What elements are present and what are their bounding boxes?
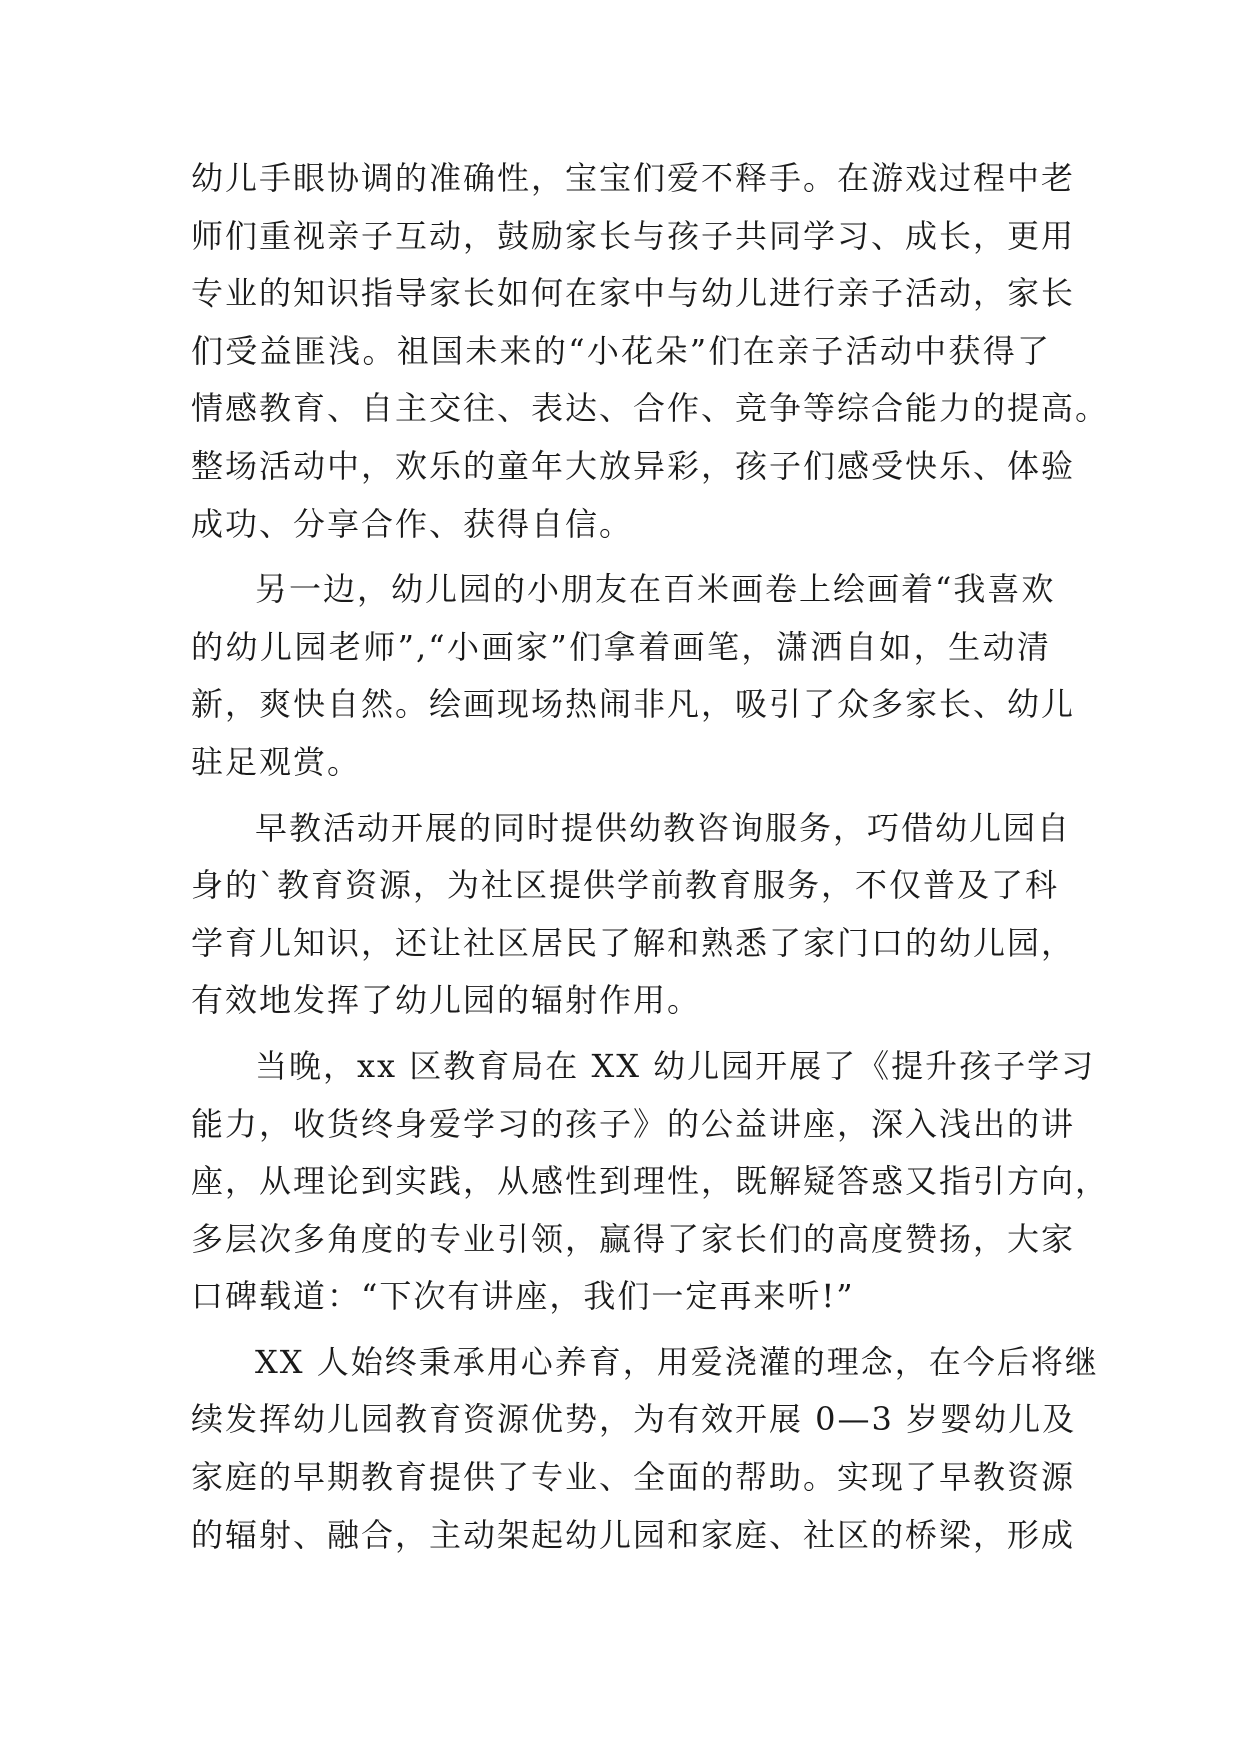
text-line: 的辐射、融合，主动架起幼儿园和家庭、社区的桥梁，形成 <box>191 1515 1076 1554</box>
text-line: 另一边，幼儿园的小朋友在百米画卷上绘画着“我喜欢 <box>255 570 1056 609</box>
paragraph-4 <box>191 1038 1110 1326</box>
paragraph-2 <box>191 561 1076 791</box>
text-line: 当晚，xx 区教育局在 XX 幼儿园开展了《提升孩子学习 <box>255 1046 1096 1085</box>
text-line: 幼儿手眼协调的准确性，宝宝们爱不释手。在游戏过程中老 <box>191 159 1076 197</box>
text-line: 情感教育、自主交往、表达、合作、竞争等综合能力的提高。 <box>191 389 1110 428</box>
text-line: 身的`教育资源，为社区提供学前教育服务，不仅普及了科 <box>191 866 1060 905</box>
text-line: XX 人始终秉承用心养育，用爱浇灌的理念，在今后将继 <box>255 1342 1099 1381</box>
paragraph-3 <box>191 800 1076 1030</box>
text-line: 能力，收货终身爱学习的孩子》的公益讲座，深入浅出的讲 <box>191 1104 1076 1143</box>
document-body <box>191 150 1110 1572</box>
text-line: 新，爽快自然。绘画现场热闹非凡，吸引了众多家长、幼儿 <box>191 685 1076 724</box>
text-line: 整场活动中，欢乐的童年大放异彩，孩子们感受快乐、体验 <box>191 446 1076 485</box>
text-line: 座，从理论到实践，从感性到理性，既解疑答惑又指引方向， <box>191 1162 1110 1201</box>
text-line: 学育儿知识，还让社区居民了解和熟悉了家门口的幼儿园， <box>191 923 1076 962</box>
text-line: 续发挥幼儿园教育资源优势，为有效开展 0—3 岁婴幼儿及 <box>191 1400 1077 1439</box>
text-line: 多层次多角度的专业引领，赢得了家长们的高度赞扬，大家 <box>191 1219 1076 1258</box>
text-line: 驻足观赏。 <box>191 742 362 781</box>
text-line: 有效地发挥了幼儿园的辐射作用。 <box>191 981 702 1020</box>
text-line: 们受益匪浅。祖国未来的“小花朵”们在亲子活动中获得了 <box>191 331 1051 370</box>
text-line: 家庭的早期教育提供了专业、全面的帮助。实现了早教资源 <box>191 1458 1076 1497</box>
text-line: 早教活动开展的同时提供幼教咨询服务，巧借幼儿园自 <box>255 808 1072 847</box>
paragraph-1 <box>191 150 1110 553</box>
text-line: 专业的知识指导家长如何在家中与幼儿进行亲子活动，家长 <box>191 274 1076 313</box>
text-line: 口碑载道：“下次有讲座，我们一定再来听!” <box>191 1277 855 1316</box>
text-line: 师们重视亲子互动，鼓励家长与孩子共同学习、成长，更用 <box>191 216 1076 255</box>
paragraph-5 <box>191 1334 1099 1564</box>
text-line: 成功、分享合作、获得自信。 <box>191 504 634 543</box>
text-line: 的幼儿园老师”,“小画家”们拿着画笔，潇洒自如，生动清 <box>191 627 1051 666</box>
